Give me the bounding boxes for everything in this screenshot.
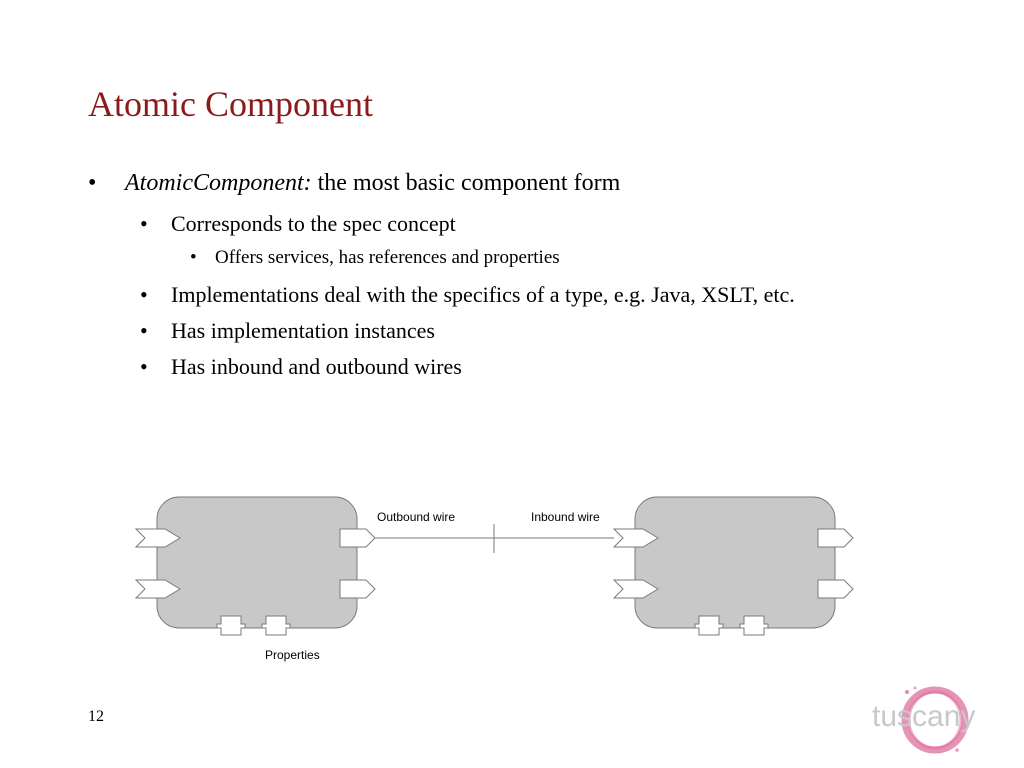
reference-icon	[340, 580, 375, 598]
outbound-wire-label: Outbound wire	[377, 510, 456, 524]
reference-icon	[818, 529, 853, 547]
property-icon	[740, 616, 768, 635]
bullet-icon: •	[140, 318, 148, 343]
inbound-wire-label: Inbound wire	[531, 510, 600, 524]
bullet-text: Offers services, has references and properties	[215, 247, 560, 268]
bullet-text: Corresponds to the spec concept	[171, 211, 456, 236]
reference-icon	[818, 580, 853, 598]
bullet-text: Has implementation instances	[171, 318, 435, 343]
bullet-text: Implementations deal with the specifics of a type, e.g. Java, XSLT, etc.	[171, 282, 795, 307]
bullet-icon: •	[190, 247, 197, 268]
right-component	[614, 497, 853, 635]
slide-number: 12	[88, 708, 104, 725]
bullet-icon: •	[140, 211, 148, 236]
reference-icon	[340, 529, 375, 547]
properties-label: Properties	[265, 648, 320, 662]
property-icon	[262, 616, 290, 635]
property-icon	[695, 616, 723, 635]
bullet-icon: •	[140, 354, 148, 379]
bullet-icon: •	[140, 282, 148, 307]
bullet-text: Has inbound and outbound wires	[171, 354, 462, 379]
bullet-rest: the most basic component form	[311, 170, 621, 196]
tuscany-logo-text: tuscany	[872, 700, 976, 733]
slide-title: Atomic Component	[88, 84, 373, 124]
left-component	[136, 497, 375, 635]
bullet-italic-term: AtomicComponent:	[125, 170, 312, 196]
bullet-icon: •	[88, 170, 97, 196]
property-icon	[217, 616, 245, 635]
